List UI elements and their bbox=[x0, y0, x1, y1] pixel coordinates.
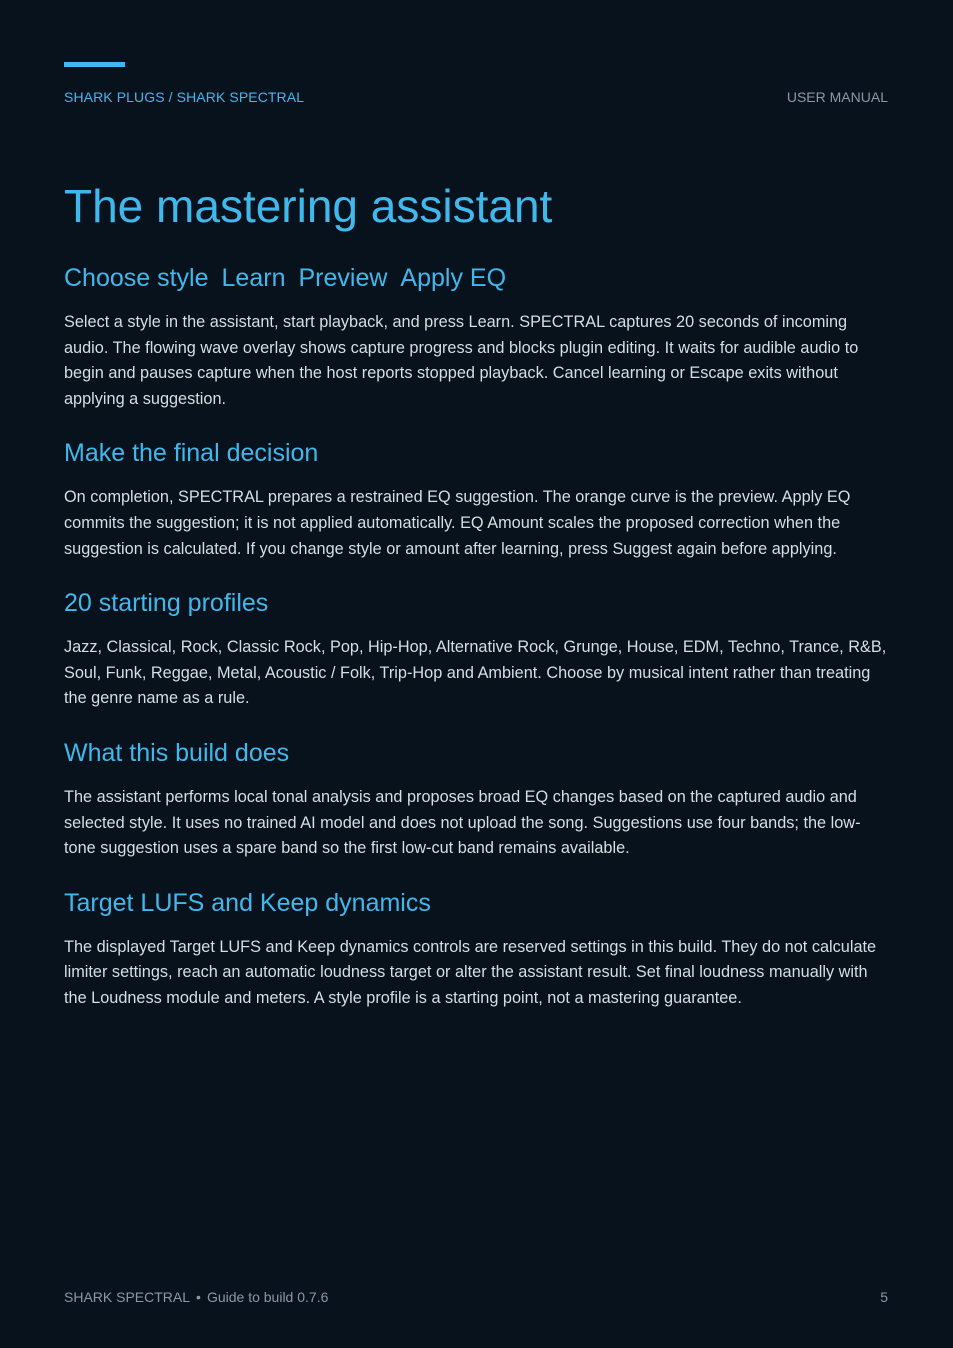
footer-product: SHARK SPECTRAL bbox=[64, 1289, 191, 1305]
section-final-decision bbox=[64, 433, 890, 562]
section-body: The displayed Target LUFS and Keep dynamics controls are reserved settings in this build. They do not calculate limiter settings, reach an automatic loudness target or alter the assistant result. Set final loudness manually with the Loudness module and meters. A style profile is a starting point, not a mastering guarantee. bbox=[64, 937, 877, 1007]
step-learn: Learn bbox=[221, 264, 286, 292]
section-heading: What this build does bbox=[64, 738, 290, 767]
section-body: On completion, SPECTRAL prepares a restrained EQ suggestion. The orange curve is the preview. Apply EQ commits the suggestion; it is not applied automatically. EQ Amount scales the proposed correction when the suggestion is calculated. If you change style or amount after learning, press Suggest again before applying. bbox=[64, 488, 851, 558]
section-target-lufs bbox=[64, 883, 890, 1012]
main-content bbox=[64, 258, 890, 1012]
section-heading: Make the final decision bbox=[64, 439, 319, 468]
step-preview: Preview bbox=[298, 264, 388, 292]
page-number: 5 bbox=[880, 1289, 888, 1305]
footer-separator: • bbox=[196, 1289, 201, 1305]
breadcrumb: SHARK PLUGS / SHARK SPECTRAL bbox=[64, 89, 305, 105]
section-body: Select a style in the assistant, start playback, and press Learn. SPECTRAL captures 20 seconds of incoming audio. The flowing wave overlay shows capture progress and blocks plugin editing. It waits for audible audio to begin and pauses capture when the host reports stopped playback. Cancel learning or Escape exits without applying a suggestion. bbox=[64, 313, 859, 408]
workflow-steps bbox=[64, 258, 890, 298]
accent-bar bbox=[64, 62, 125, 67]
section-heading: Target LUFS and Keep dynamics bbox=[64, 888, 431, 917]
section-workflow bbox=[64, 258, 890, 412]
page-title: The mastering assistant bbox=[64, 180, 553, 232]
section-body: Jazz, Classical, Rock, Classic Rock, Pop, Hip-Hop, Alternative Rock, Grunge, House, EDM, Techno, Trance, R&B, Soul, Funk, Reggae, Metal, Acoustic / Folk, Trip-Hop and Ambient. Choose by musical intent rather than treating the genre name as a rule. bbox=[64, 638, 887, 708]
footer-guide: Guide to build 0.7.6 bbox=[206, 1289, 329, 1305]
step-apply-eq: Apply EQ bbox=[400, 264, 507, 292]
section-starting-profiles bbox=[64, 583, 890, 712]
footer-info bbox=[64, 1289, 328, 1305]
section-body: The assistant performs local tonal analysis and proposes broad EQ changes based on the captured audio and selected style. It uses no trained AI model and does not upload the song. Suggestions use four bands; the low-tone suggestion uses a spare band so the first low-cut band remains available. bbox=[64, 787, 861, 858]
document-type-label: USER MANUAL bbox=[786, 89, 888, 105]
section-heading: 20 starting profiles bbox=[64, 589, 269, 618]
step-choose-style: Choose style bbox=[64, 264, 209, 292]
section-build-scope bbox=[64, 733, 890, 862]
